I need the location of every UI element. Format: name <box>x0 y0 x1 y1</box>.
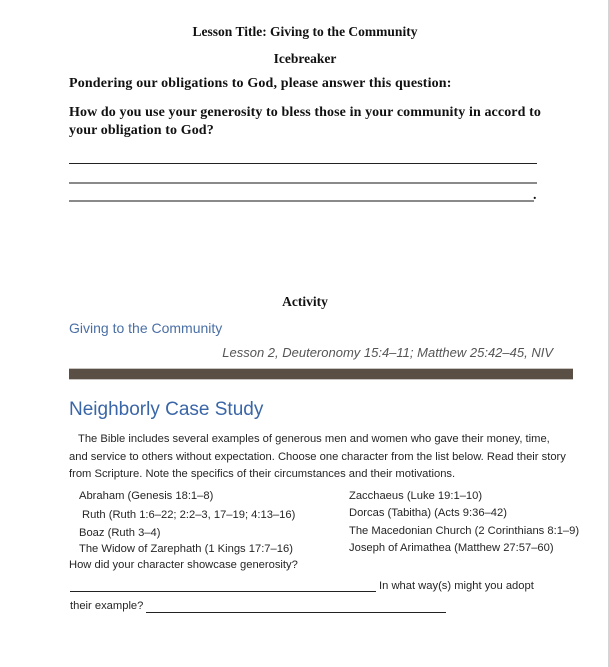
answer-line[interactable] <box>69 182 537 184</box>
character-item: Boaz (Ruth 3–4) <box>79 527 161 539</box>
prompt-adopt-continued: their example? <box>70 600 144 612</box>
icebreaker-heading: Icebreaker <box>273 51 337 66</box>
character-item: Dorcas (Tabitha) (Acts 9:36–42) <box>349 507 507 519</box>
scripture-reference: Lesson 2, Deuteronomy 15:4–11; Matthew 25:42–45, NIV <box>222 345 553 360</box>
character-item: Joseph of Arimathea (Matthew 27:57–60) <box>349 542 554 554</box>
case-study-title: Neighborly Case Study <box>69 399 264 420</box>
answer-line[interactable] <box>69 200 534 202</box>
case-study-intro: The Bible includes several examples of generous men and women who gave their money, time, and service to others without expectation. Choose one character from the list below. Read their story from Scripture. Note the specifics of their circumstances and their motivations. <box>69 433 566 480</box>
icebreaker-prompt: Pondering our obligations to God, please answer this question: <box>69 76 452 91</box>
activity-subtitle: Giving to the Community <box>69 320 223 336</box>
character-item: Zacchaeus (Luke 19:1–10) <box>349 490 483 502</box>
character-item: The Widow of Zarephath (1 Kings 17:7–16) <box>79 543 293 555</box>
answer-period: . <box>533 188 537 203</box>
icebreaker-question: How do you use your generosity to bless those in your community in accord to your obligation to God? <box>69 105 541 138</box>
character-item: The Macedonian Church (2 Corinthians 8:1–9) <box>349 525 580 537</box>
character-item: Abraham (Genesis 18:1–8) <box>79 490 214 502</box>
divider-bar <box>69 368 573 380</box>
activity-heading: Activity <box>282 294 328 309</box>
prompt-adopt: In what way(s) might you adopt <box>379 580 534 592</box>
prompt-showcase: How did your character showcase generosity? <box>69 559 298 571</box>
answer-line[interactable] <box>69 163 537 164</box>
showcase-answer-line[interactable] <box>70 591 376 592</box>
adopt-answer-line[interactable] <box>146 612 446 613</box>
character-item: Ruth (Ruth 1:6–22; 2:2–3, 17–19; 4:13–16) <box>82 509 296 521</box>
lesson-title: Lesson Title: Giving to the Community <box>192 24 418 39</box>
